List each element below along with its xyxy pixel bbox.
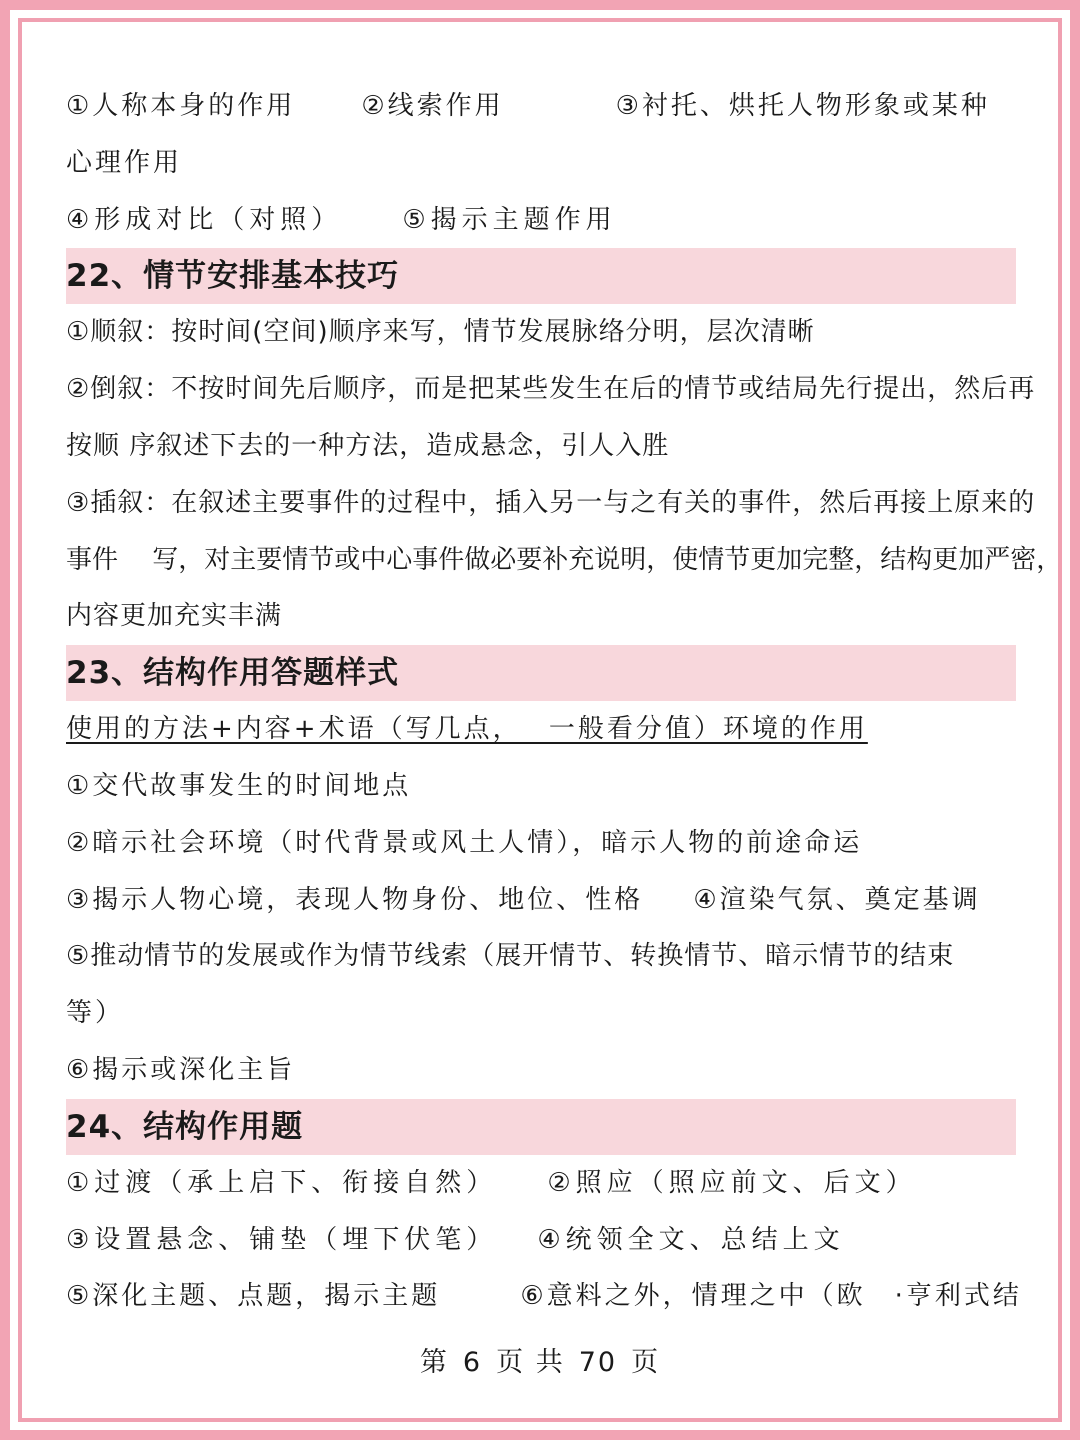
section-24-item-4: ④统领全文、总结上文	[537, 1224, 845, 1255]
section-24-item-3: ③设置悬念、铺垫（埋下伏笔）	[66, 1224, 498, 1255]
section-22-heading: 22、情节安排基本技巧	[66, 248, 1016, 304]
section-23-line-2: ②暗示社会环境（时代背景或风土人情），暗示人物的前途命运	[66, 827, 863, 858]
section-23-line-5: 等）	[66, 998, 125, 1029]
section-24-line-1	[66, 1155, 1016, 1212]
section-23-subtitle: 使用的方法+内容+术语（写几点， 一般看分值）环境的作用	[66, 714, 868, 745]
section-23-line-1: ①交代故事发生的时间地点	[66, 770, 412, 801]
item-comparison: ④形成对比（对照）	[66, 204, 343, 235]
footer-prefix: 第	[419, 1347, 449, 1378]
section-22-line-6: 内容更加充实丰满	[66, 601, 283, 632]
footer-total-pages: 70	[578, 1347, 618, 1378]
section-24-heading: 24、结构作用题	[66, 1099, 1016, 1155]
section-24-item-1: ①过渡（承上启下、衔接自然）	[66, 1167, 498, 1198]
top-items-row-2	[66, 135, 1016, 192]
page-number-footer	[22, 1340, 1058, 1379]
item-contrast-role: ③衬托、烘托人物形象或某种	[615, 91, 990, 121]
section-23-subtitle-row	[66, 701, 1016, 758]
footer-middle: 页 共	[496, 1347, 565, 1378]
footer-suffix: 页	[631, 1347, 661, 1378]
item-theme-role: ⑤揭示主题作用	[402, 204, 617, 235]
section-23-line-6: ⑥揭示或深化主旨	[66, 1054, 296, 1085]
page-margin	[10, 10, 1070, 1430]
section-24-item-2: ②照应（照应前文、后文）	[547, 1167, 917, 1198]
section-23-heading: 23、结构作用答题样式	[66, 645, 1016, 701]
document-body	[66, 78, 1063, 1325]
section-22-line-4: ③插叙：在叙述主要事件的过程中，插入另一与之有关的事件，然后再接上原来的	[66, 487, 1036, 518]
section-24-line-2	[66, 1212, 1016, 1269]
section-23-item-4: ④渲染气氛、奠定基调	[693, 884, 981, 915]
item-person-role: ①人称本身的作用	[66, 91, 296, 121]
top-items-row-3	[66, 192, 1016, 249]
section-24-item-5: ⑤深化主题、点题，揭示主题	[66, 1281, 441, 1312]
item-psychology-role: 心理作用	[66, 147, 183, 178]
section-23-item-3: ③揭示人物心境，表现人物身份、地位、性格	[66, 884, 644, 915]
page-inner-border	[18, 18, 1062, 1422]
section-24-item-6: ⑥意料之外，情理之中（欧 ·亨利式结	[520, 1281, 1022, 1312]
section-23-line-4: ⑤推动情节的发展或作为情节线索（展开情节、转换情节、暗示情节的结束	[66, 941, 955, 972]
item-clue-role: ②线索作用	[361, 91, 504, 121]
section-22-line-1: ①顺叙：按时间(空间)顺序来写，情节发展脉络分明，层次清晰	[66, 317, 815, 348]
section-22-line-5: 事件 写，对主要情节或中心事件做必要补充说明，使情节更加完整，结构更加严密，	[66, 544, 1063, 575]
section-24-line-3	[66, 1268, 1022, 1325]
section-23-line-3	[66, 872, 1016, 929]
section-22-line-3: 按顺 序叙述下去的一种方法，造成悬念，引人入胜	[66, 430, 670, 461]
footer-page-number: 6	[462, 1347, 483, 1378]
section-22-line-2: ②倒叙：不按时间先后顺序，而是把某些发生在后的情节或结局先行提出，然后再	[66, 374, 1036, 405]
top-items-row-1	[66, 78, 1016, 135]
